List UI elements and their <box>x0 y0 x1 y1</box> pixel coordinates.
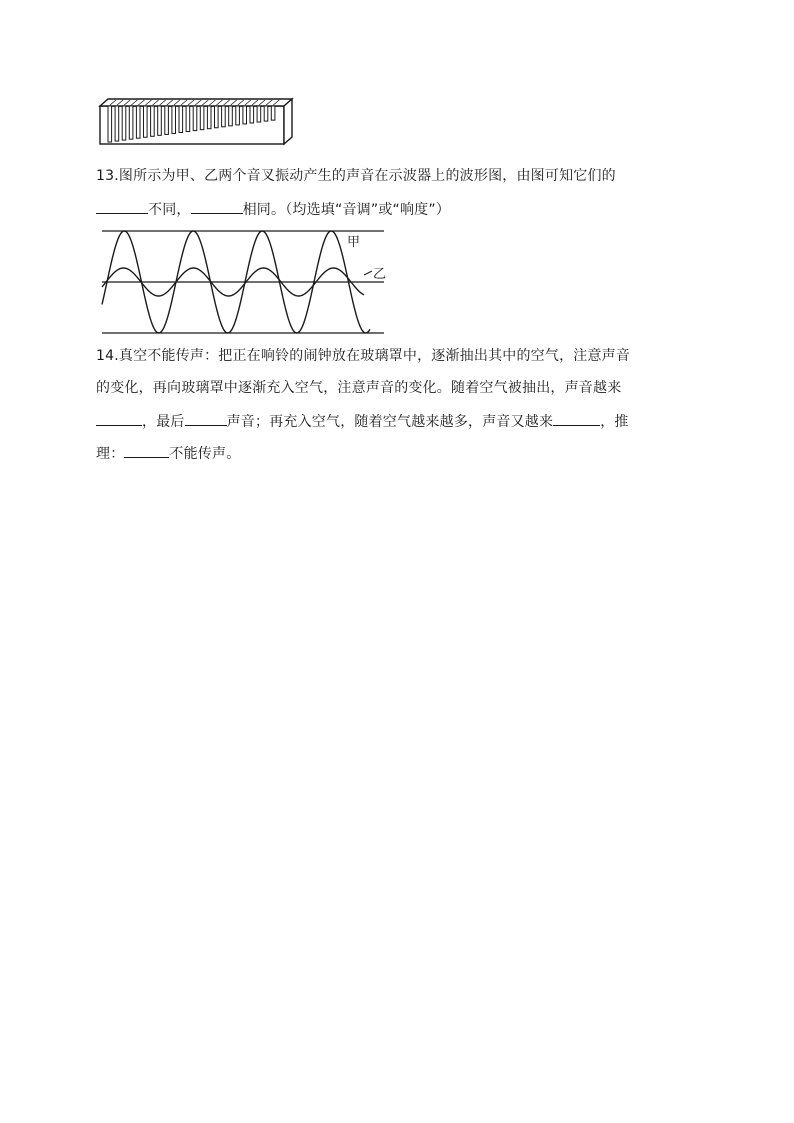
wave-yi-leader <box>364 271 372 275</box>
comb-tooth <box>236 106 240 125</box>
wave-label-yi: 乙 <box>373 267 387 282</box>
comb-tooth <box>257 106 261 122</box>
comb-tooth <box>151 106 155 136</box>
comb-tooth <box>193 106 197 131</box>
comb-tooth <box>229 106 233 126</box>
answer-blank-3[interactable] <box>96 410 142 426</box>
q13-line-2 <box>96 198 450 220</box>
comb-tooth <box>165 106 169 134</box>
q13-text-b: 相同。（均选填“音调”或“响度”） <box>242 202 451 218</box>
comb-figure <box>98 96 298 146</box>
answer-blank-4[interactable] <box>185 410 227 426</box>
q13-text-a: 不同， <box>148 202 191 218</box>
comb-tooth <box>264 106 268 121</box>
q14-text-b: 声音；再充入空气，随着空气越来越多，声音又越来 <box>226 414 554 430</box>
q14-text-e: 不能传声。 <box>169 446 241 462</box>
q14-text-d: 理： <box>96 446 125 462</box>
comb-tooth <box>172 106 176 133</box>
q14-line-2: 的变化，再向玻璃罩中逐渐充入空气，注意声音的变化。随着空气被抽出，声音越来 <box>96 380 622 396</box>
comb-tooth <box>108 106 112 142</box>
answer-blank-5[interactable] <box>553 410 600 426</box>
comb-tooth <box>158 106 162 135</box>
comb-tooth <box>144 106 148 137</box>
answer-blank-1[interactable] <box>96 198 148 214</box>
q14-line-4 <box>96 442 240 464</box>
comb-tooth <box>271 106 275 120</box>
comb-tooth <box>207 106 211 129</box>
comb-tooth <box>200 106 204 130</box>
answer-blank-6[interactable] <box>124 442 169 458</box>
comb-tooth <box>215 106 219 128</box>
comb-tooth <box>122 106 126 140</box>
comb-tooth <box>179 106 183 133</box>
comb-tooth <box>136 106 140 138</box>
comb-tooth <box>115 106 119 141</box>
waveform-figure <box>98 224 388 340</box>
q14-line-1: 14.真空不能传声：把正在响铃的闹钟放在玻璃罩中，逐渐抽出其中的空气，注意声音 <box>96 348 631 364</box>
comb-tooth <box>243 106 247 124</box>
q14-text-a: ，最后 <box>142 414 185 430</box>
q13-line-1: 13.图所示为甲、乙两个音叉振动产生的声音在示波器上的波形图，由图可知它们的 <box>96 168 616 184</box>
q14-line-3 <box>96 410 629 432</box>
q14-text-c: ，推 <box>600 414 629 430</box>
comb-tooth <box>250 106 254 123</box>
comb-tooth <box>186 106 190 132</box>
comb-tooth <box>222 106 226 127</box>
answer-blank-2[interactable] <box>191 198 243 214</box>
comb-tooth <box>129 106 133 139</box>
wave-label-jia: 甲 <box>347 235 361 250</box>
